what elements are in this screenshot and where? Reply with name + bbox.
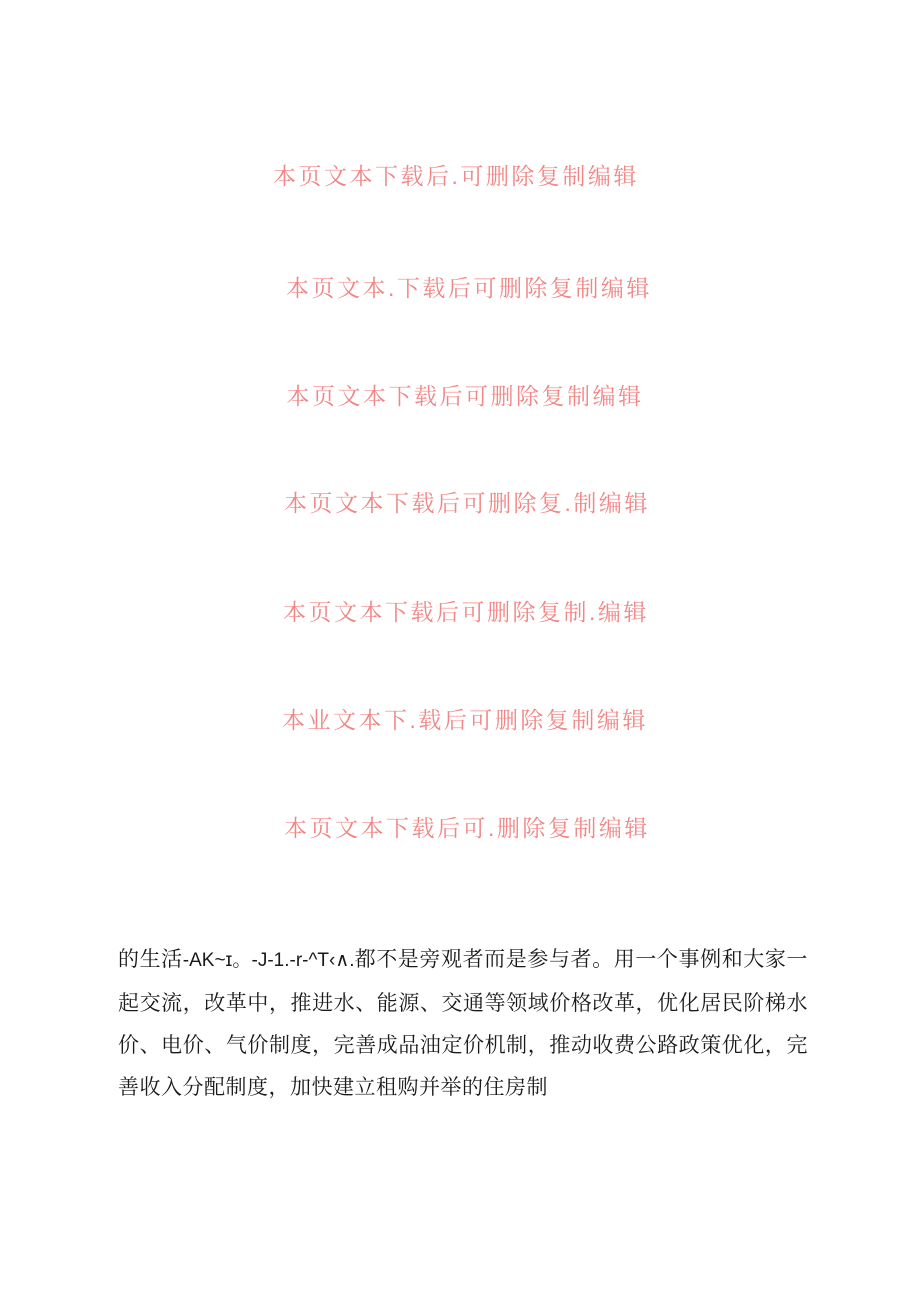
watermark-text: 本页文本.下载后可删除复制编辑	[286, 275, 652, 301]
paragraph-line	[118, 938, 808, 1108]
watermark-text: 本页文本下载后.可删除复制编辑	[273, 163, 639, 189]
body-paragraph	[118, 938, 808, 1108]
paragraph-rest: 都不是旁观者而是参与者。用一个事例和大家一起交流，改革中，推进水、能源、交通等领域价格改革，优化居民阶梯水价、电价、气价制度，完善成品油定价机制，推动收费公路政策优化，完善收入分配制度，加快建立租购并举的住房制	[118, 947, 808, 1099]
paragraph-garbled-text: -AK~ɪ。-J-1.-r-^T‹∧.	[182, 950, 355, 971]
watermark-row	[0, 810, 920, 843]
watermark-row	[0, 485, 920, 518]
watermark-text: 本页文本下载后可.删除复制编辑	[284, 815, 650, 841]
watermark-row	[0, 158, 920, 191]
paragraph-lead: 的生活	[118, 947, 183, 971]
watermark-row	[0, 702, 920, 735]
watermark-text: 本页文本下载后可删除复制编辑	[286, 383, 644, 409]
watermark-text: 本页文本下载后可删除复.制编辑	[284, 490, 650, 516]
watermark-row	[0, 270, 920, 303]
watermark-row	[0, 594, 920, 627]
watermark-text: 本页文本下载后可删除复制.编辑	[283, 599, 649, 625]
watermark-text: 本业文本下.载后可删除复制编辑	[282, 707, 648, 733]
watermark-row	[0, 378, 920, 411]
